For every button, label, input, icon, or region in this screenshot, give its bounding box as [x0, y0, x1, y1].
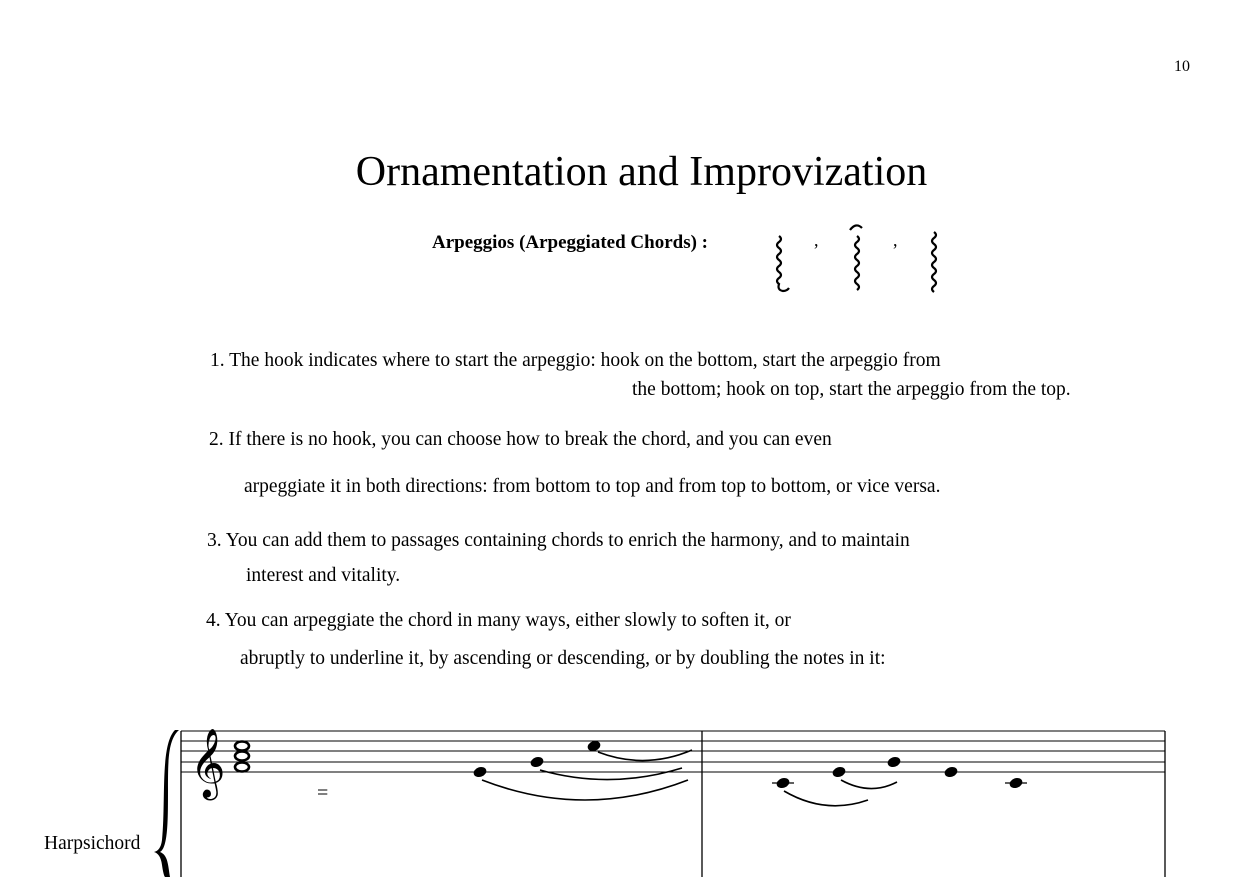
- rule-4-line-1: 4. You can arpeggiate the chord in many ways, either slowly to soften it, or: [206, 610, 791, 631]
- treble-staff: [181, 731, 1165, 772]
- rule-1-line-1: 1. The hook indicates where to start the arpeggio: hook on the bottom, start the arpeggio from: [210, 350, 941, 371]
- arpeggio-hook-bottom-icon: [777, 236, 789, 291]
- equals-mark: =: [317, 782, 329, 804]
- arpeggio-plain-icon: [932, 232, 936, 292]
- note: [831, 765, 846, 778]
- rule-2-line-1: 2. If there is no hook, you can choose how to break the chord, and you can even: [209, 429, 832, 450]
- page-title: Ornamentation and Improvization: [355, 149, 928, 195]
- note: [472, 765, 487, 778]
- arpeggio-hook-top-icon: [850, 225, 862, 290]
- note: [943, 765, 958, 778]
- note: [529, 755, 544, 768]
- page-number: 10: [1174, 58, 1190, 75]
- rule-1-line-2: the bottom; hook on top, start the arpeggio from the top.: [632, 379, 1071, 400]
- measure-2-ties: [784, 780, 897, 806]
- arpeggio-heading: Arpeggios (Arpeggiated Chords) :: [432, 232, 709, 253]
- arpeggio-symbols: [760, 218, 960, 298]
- barlines: [181, 731, 1165, 877]
- note: [886, 755, 901, 768]
- measure-1-notes: [472, 739, 601, 778]
- symbol-separator: ,: [814, 230, 819, 250]
- rule-2-line-2: arpeggiate it in both directions: from bottom to top and from top to bottom, or vice versa.: [244, 476, 941, 497]
- grand-staff-brace: [154, 730, 179, 877]
- rule-3-line-1: 3. You can add them to passages containing chords to enrich the harmony, and to maintain: [207, 530, 910, 551]
- measure-1-ties: [482, 750, 692, 800]
- treble-clef-icon: 𝄞: [190, 728, 226, 798]
- music-score: [0, 700, 1240, 877]
- instrument-label: Harpsichord: [44, 833, 141, 854]
- rule-3-line-2: interest and vitality.: [246, 565, 401, 586]
- symbol-separator: ,: [893, 230, 898, 250]
- whole-note-chord: [235, 742, 249, 772]
- rule-4-line-2: abruptly to underline it, by ascending or descending, or by doubling the notes in it:: [240, 648, 886, 669]
